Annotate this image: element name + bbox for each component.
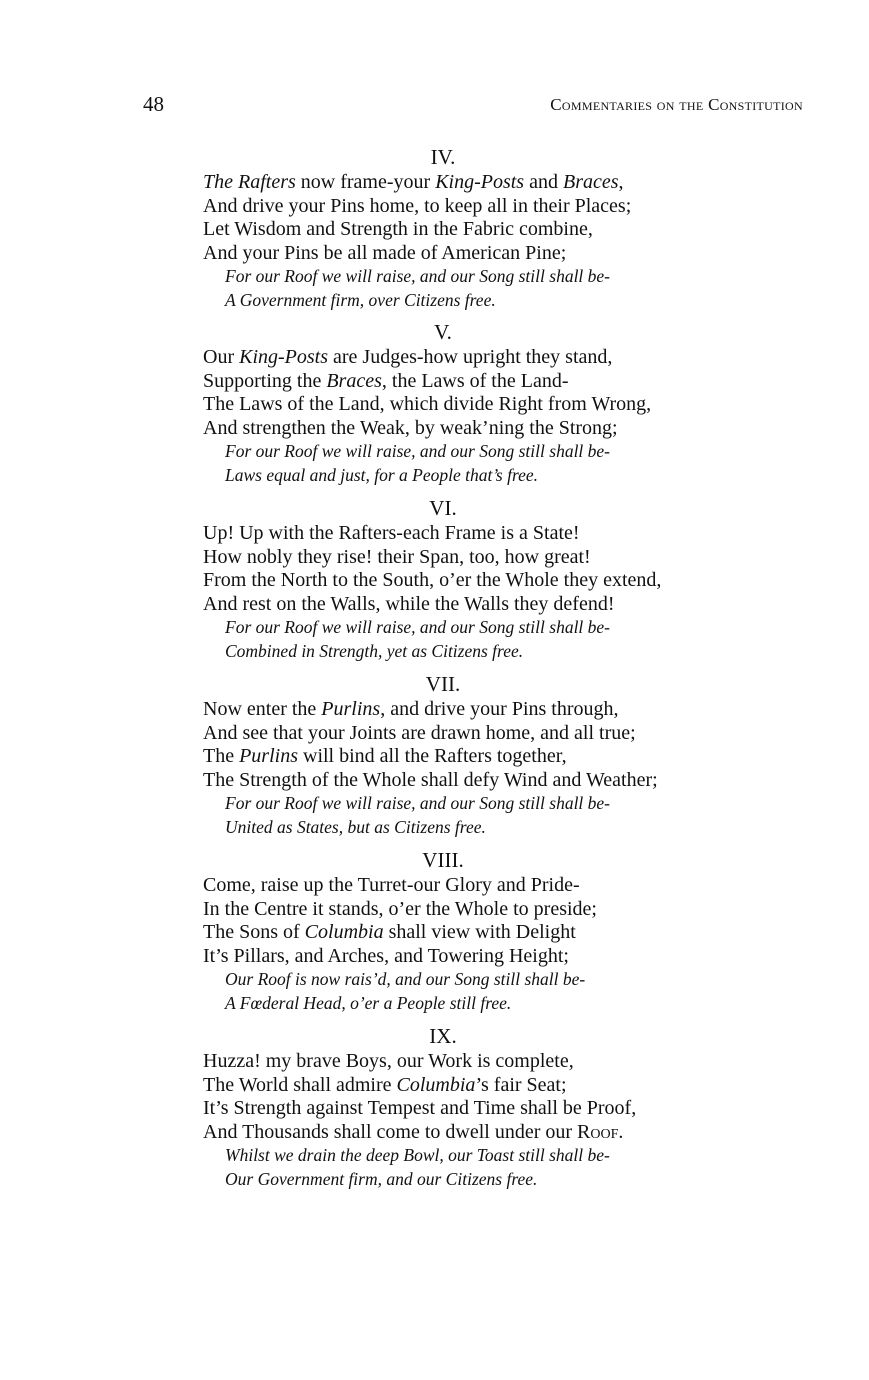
stanza-numeral: IX. xyxy=(429,1024,457,1048)
verse-line: Let Wisdom and Strength in the Fabric combine, xyxy=(203,218,593,240)
verse-line: The Rafters now frame-your King-Posts and Braces, xyxy=(203,171,624,193)
verse-line: Come, raise up the Turret-our Glory and Pride- xyxy=(203,874,580,896)
chorus-line: For our Roof we will raise, and our Song still shall be- xyxy=(225,266,611,286)
verse-line: And rest on the Walls, while the Walls they defend! xyxy=(203,592,615,615)
stanza-iv xyxy=(203,145,743,312)
stanza-vii xyxy=(203,672,743,839)
verse-line: The Sons of Columbia shall view with Delight xyxy=(203,921,576,943)
chorus-line: United as States, but as Citizens free. xyxy=(225,816,486,837)
verse-line: The World shall admire Columbia’s fair Seat; xyxy=(203,1073,567,1096)
chorus-line: Our Government firm, and our Citizens free. xyxy=(225,1168,538,1189)
verse-line: In the Centre it stands, o’er the Whole to preside; xyxy=(203,897,597,920)
chorus-line: A Fœderal Head, o’er a People still free. xyxy=(225,992,512,1013)
chorus-line: Whilst we drain the deep Bowl, our Toast still shall be- xyxy=(225,1145,610,1165)
stanza-viii xyxy=(203,848,743,1015)
chorus-line: Our Roof is now rais’d, and our Song still shall be- xyxy=(225,969,586,989)
verse-line: And your Pins be all made of American Pine; xyxy=(203,241,567,264)
verse-line: The Strength of the Whole shall defy Wind and Weather; xyxy=(203,768,658,791)
stanza-vi xyxy=(203,496,743,663)
verse-line: Supporting the Braces, the Laws of the Land- xyxy=(203,369,569,392)
verse-line: It’s Pillars, and Arches, and Towering Height; xyxy=(203,944,569,967)
stanza-v xyxy=(203,320,743,487)
verse-line: The Purlins will bind all the Rafters together, xyxy=(203,745,567,767)
running-head: Commentaries on the Constitution xyxy=(550,95,803,114)
stanza-numeral: VII. xyxy=(425,672,461,696)
verse-line: From the North to the South, o’er the Whole they extend, xyxy=(203,569,662,591)
chorus-line: For our Roof we will raise, and our Song still shall be- xyxy=(225,617,611,637)
stanza-numeral: VIII. xyxy=(422,848,464,872)
chorus-line: For our Roof we will raise, and our Song still shall be- xyxy=(225,793,611,813)
page-header xyxy=(143,92,803,122)
verse-line: And see that your Joints are drawn home, and all true; xyxy=(203,721,636,744)
verse-line: Huzza! my brave Boys, our Work is complete, xyxy=(203,1050,574,1072)
chorus-line: Laws equal and just, for a People that’s free. xyxy=(225,464,539,485)
verse-line: Up! Up with the Rafters-each Frame is a State! xyxy=(203,522,580,544)
stanza-ix xyxy=(203,1024,743,1191)
verse-line: Our King-Posts are Judges-how upright they stand, xyxy=(203,346,613,368)
verse-line: Now enter the Purlins, and drive your Pins through, xyxy=(203,698,619,720)
chorus-line: A Government firm, over Citizens free. xyxy=(225,289,496,310)
chorus-line: Combined in Strength, yet as Citizens free. xyxy=(225,640,524,661)
stanza-numeral: IV. xyxy=(430,145,456,169)
page-number: 48 xyxy=(143,92,164,116)
verse-line: And strengthen the Weak, by weak’ning the Strong; xyxy=(203,416,618,439)
chorus-line: For our Roof we will raise, and our Song still shall be- xyxy=(225,441,611,461)
verse-line: It’s Strength against Tempest and Time shall be Proof, xyxy=(203,1097,637,1119)
verse-line: The Laws of the Land, which divide Right from Wrong, xyxy=(203,393,652,415)
verse-line: And Thousands shall come to dwell under our Roof. xyxy=(203,1120,624,1143)
verse-line: How nobly they rise! their Span, too, how great! xyxy=(203,545,591,568)
stanza-numeral: V. xyxy=(434,320,452,344)
verse-line: And drive your Pins home, to keep all in their Places; xyxy=(203,194,632,217)
stanza-numeral: VI. xyxy=(429,496,457,520)
